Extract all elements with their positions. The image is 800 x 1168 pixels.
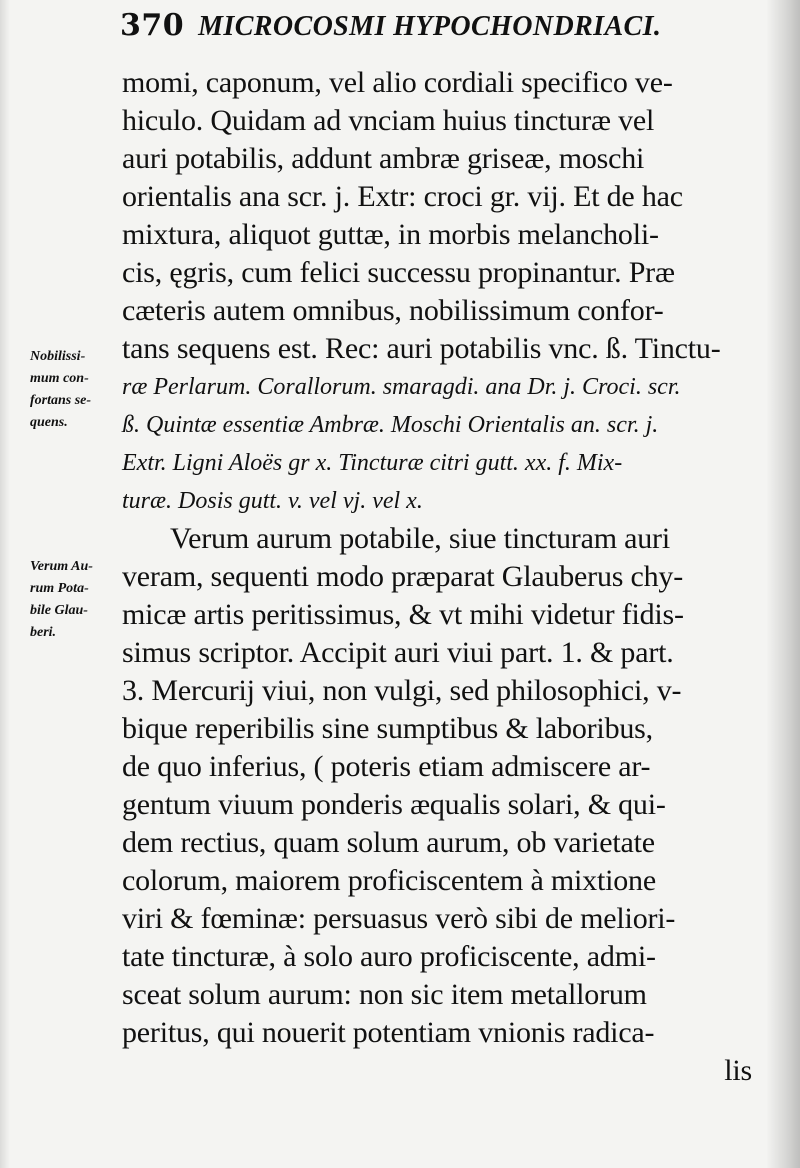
- text-block: [122, 64, 782, 1090]
- text-line: micæ artis peritissimus, & vt mihi videtur fidis-: [122, 598, 684, 631]
- text-line: cæteris autem omnibus, nobilissimum confor-: [122, 294, 664, 327]
- text-line: dem rectius, quam solum aurum, ob varietate: [122, 826, 655, 859]
- text-line-recipe: ræ Perlarum. Corallorum. smaragdi. ana Dr. j. Croci. scr.: [122, 374, 681, 400]
- margin-note-nobilissimum: [30, 346, 122, 434]
- text-line: sceat solum aurum: non sic item metallorum: [122, 978, 647, 1011]
- running-head: [120, 8, 760, 50]
- text-line: bique reperibilis sine sumptibus & laboribus,: [122, 712, 653, 745]
- margin-note-line: Nobilissi-: [30, 349, 86, 364]
- text-line: momi, caponum, vel alio cordiali specifico ve-: [122, 66, 673, 99]
- text-line: 3. Mercurij viui, non vulgi, sed philosophici, v-: [122, 674, 682, 707]
- text-line-recipe: Extr. Ligni Aloës gr x. Tincturæ citri gutt. xx. f. Mix-: [122, 450, 623, 476]
- text-line: tans sequens est. Rec: auri potabilis vnc. ß. Tinctu-: [122, 332, 721, 365]
- text-line: gentum viuum ponderis æqualis solari, & qui-: [122, 788, 666, 821]
- margin-note-line: bile Glau-: [30, 603, 88, 618]
- margin-note-line: rum Pota-: [30, 581, 89, 596]
- page-gutter-shadow: [0, 0, 10, 1168]
- text-line: hiculo. Quidam ad vnciam huius tincturæ vel: [122, 104, 655, 137]
- text-line: tate tincturæ, à solo auro proficiscente, admi-: [122, 940, 656, 973]
- text-line: cis, ęgris, cum felici successu propinantur. Præ: [122, 256, 675, 289]
- text-line: mixtura, aliquot guttæ, in morbis melancholi-: [122, 218, 659, 251]
- page-number: 370: [120, 8, 185, 43]
- text-line-recipe: ß. Quintæ essentiæ Ambræ. Moschi Orientalis an. scr. j.: [122, 412, 659, 438]
- text-line: veram, sequenti modo præparat Glauberus chy-: [122, 560, 684, 593]
- margin-note-line: quens.: [30, 415, 68, 430]
- text-line: simus scriptor. Accipit auri viui part. 1. & part.: [122, 636, 674, 669]
- running-title: MICROCOSMI HYPOCHONDRIACI.: [198, 11, 662, 42]
- margin-note-line: mum con-: [30, 371, 89, 386]
- margin-note-line: Verum Au-: [30, 559, 93, 574]
- text-line-paragraph-start: Verum aurum potabile, siue tincturam auri: [170, 522, 670, 555]
- text-line: colorum, maiorem proficiscentem à mixtione: [122, 864, 656, 897]
- text-line: auri potabilis, addunt ambræ griseæ, moschi: [122, 142, 645, 175]
- text-line-recipe: turæ. Dosis gutt. v. vel vj. vel x.: [122, 488, 423, 514]
- text-line: de quo inferius, ( poteris etiam admiscere ar-: [122, 750, 651, 783]
- catchword: lis: [724, 1054, 752, 1087]
- text-line: viri & fœminæ: persuasus verò sibi de meliori-: [122, 902, 676, 935]
- margin-note-line: beri.: [30, 625, 57, 640]
- text-line: peritus, qui nouerit potentiam vnionis radica-: [122, 1016, 655, 1049]
- margin-note-verum-aurum: [30, 556, 122, 644]
- margin-note-line: fortans se-: [30, 393, 92, 408]
- text-line: orientalis ana scr. j. Extr: croci gr. vij. Et de hac: [122, 180, 683, 213]
